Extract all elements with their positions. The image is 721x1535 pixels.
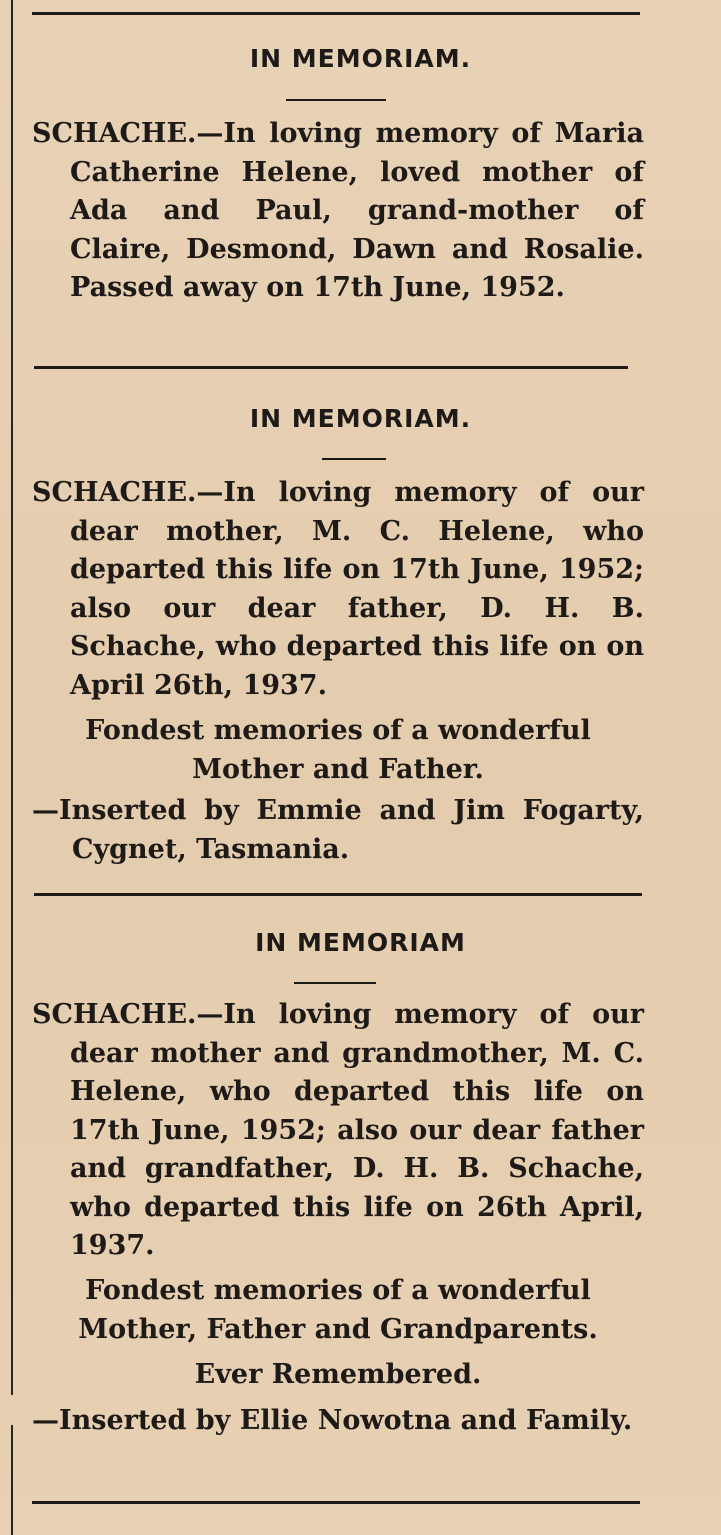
notice-2-tribute: Fondest memories of a wonderful Mother and Father. [85, 715, 591, 785]
notice-1-body: SCHACHE.—In loving memory of Maria Catherine Helene, loved mother of Ada and Paul, grand-mother of Claire, Desmond, Dawn and Rosalie. Passed away on 17th June, 1952. [32, 118, 644, 303]
notice-3-heading: IN MEMORIAM [255, 928, 466, 957]
notice-3-dash [294, 982, 376, 984]
divider-2 [34, 893, 642, 896]
column-rule-left-lower [11, 1425, 13, 1535]
notice-2-body: SCHACHE.—In loving memory of our dear mother, M. C. Helene, who departed this life on 17th June, 1952; also our dear father, D. H. B. Schache, who departed this life on on April 26th, 1937. [32, 477, 644, 701]
notice-3-tribute: Fondest memories of a wonderful Mother, Father and Grandparents. [78, 1275, 598, 1345]
notice-2-dash [322, 458, 386, 460]
divider-1 [34, 366, 628, 369]
notice-3-remembered: Ever Remembered. [194, 1359, 482, 1390]
column-rule-left [11, 0, 13, 1395]
notice-3-body: SCHACHE.—In loving memory of our dear mother and grandmother, M. C. Helene, who departed this life on 17th June, 1952; also our dear father and grandfather, D. H. B. Schache, who departed this life on 26th April, 1937. [32, 999, 644, 1261]
bottom-rule [32, 1501, 640, 1504]
top-rule [32, 12, 640, 15]
notice-2-inserted: —Inserted by Emmie and Jim Fogarty, Cygnet, Tasmania. [32, 795, 644, 865]
notice-1-heading: IN MEMORIAM. [249, 44, 472, 73]
notice-3-inserted: —Inserted by Ellie Nowotna and Family. [32, 1405, 633, 1436]
notice-2-heading: IN MEMORIAM. [249, 404, 472, 433]
notice-1-dash [286, 99, 386, 101]
